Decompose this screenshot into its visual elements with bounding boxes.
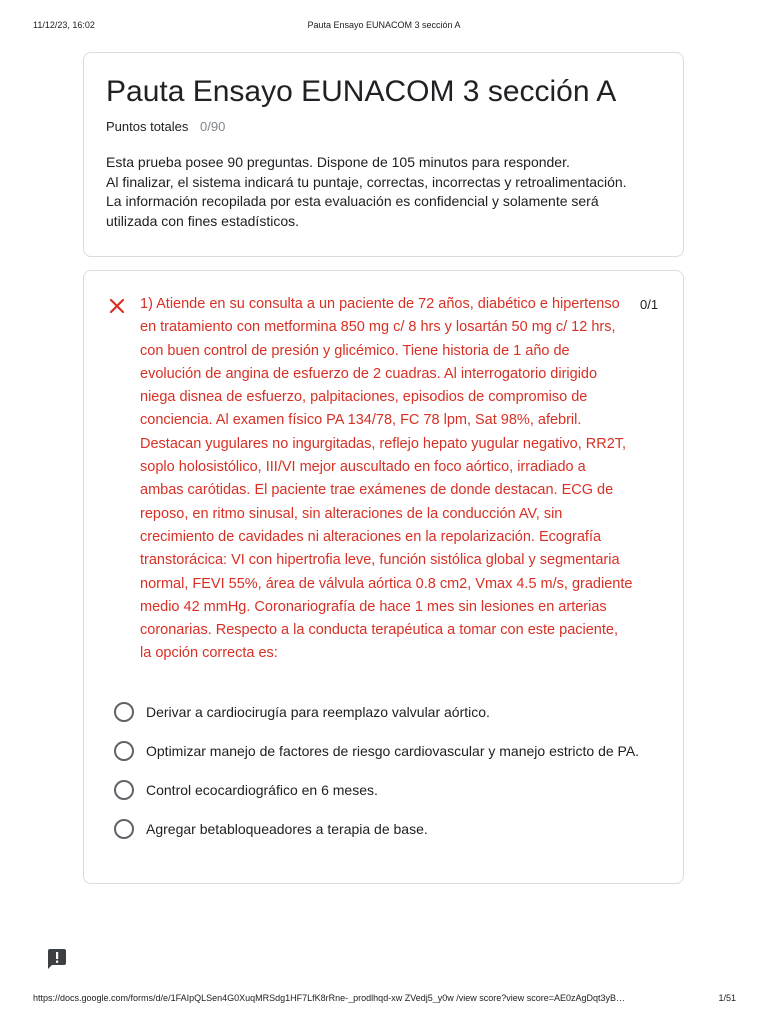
question-text-line: soplo holosistólico, III/VI mejor auscultado en foco aórtico, irradiado a bbox=[140, 459, 586, 476]
question-text-line: transtorácica: VI con hipertrofia leve, función sistólica global y segmentaria bbox=[140, 552, 620, 569]
print-datetime: 11/12/23, 16:02 bbox=[33, 20, 95, 30]
question-text-line: la opción correcta es: bbox=[140, 645, 278, 662]
description-line: La información recopilada por esta evaluación es confidencial y solamente será bbox=[106, 193, 599, 209]
print-document-title: Pauta Ensayo EUNACOM 3 sección A bbox=[307, 20, 461, 30]
form-description bbox=[106, 153, 666, 231]
answer-option[interactable] bbox=[114, 778, 378, 802]
description-line: Al finalizar, el sistema indicará tu puntaje, correctas, incorrectas y retroalimentación. bbox=[106, 173, 627, 190]
answer-option[interactable] bbox=[114, 817, 428, 841]
radio-button[interactable] bbox=[114, 819, 134, 839]
print-header bbox=[0, 20, 768, 32]
description-line: utilizada con fines estadísticos. bbox=[106, 212, 299, 229]
answer-option-label: Agregar betabloqueadores a terapia de base. bbox=[146, 821, 428, 837]
question-text-line: medio 42 mmHg. Coronariografía de hace 1 mes sin lesiones en arterias bbox=[140, 598, 607, 615]
close-icon bbox=[108, 297, 126, 315]
total-points-value: 0/90 bbox=[200, 119, 226, 134]
question-text-line: reposo, en ritmo sinusal, sin alteraciones de la conducción AV, sin bbox=[140, 505, 563, 522]
question-score: 0/1 bbox=[640, 297, 659, 312]
question-text-line: conciencia. Al examen físico PA 134/78, FC 78 lpm, Sat 98%, afebril. bbox=[140, 412, 582, 429]
print-url: https://docs.google.com/forms/d/e/1FAIpQLSen4G0XuqMRSdg1HF7LfK8rRne-_prodlhqd-xw ZVedj5_y0w /view score?view score=AE0zAgDqt3yB… bbox=[33, 993, 626, 1003]
answer-option-label: Derivar a cardiocirugía para reemplazo valvular aórtico. bbox=[146, 704, 490, 720]
report-feedback-icon[interactable] bbox=[46, 948, 68, 970]
question-text-line: en tratamiento con metformina 850 mg c/ 8 hrs y losartán 50 mg c/ 12 hrs, bbox=[140, 319, 616, 336]
total-points bbox=[106, 119, 225, 135]
answer-option-label: Optimizar manejo de factores de riesgo cardiovascular y manejo estricto de PA. bbox=[146, 743, 640, 759]
answer-option[interactable] bbox=[114, 700, 490, 724]
form-header-card bbox=[83, 52, 684, 257]
radio-button[interactable] bbox=[114, 741, 134, 761]
question-text bbox=[140, 293, 640, 666]
form-title: Pauta Ensayo EUNACOM 3 sección A bbox=[106, 75, 617, 108]
question-text-line: Destacan yugulares no ingurgitadas, reflejo hepato yugular negativo, RR2T, bbox=[140, 435, 627, 452]
answer-option[interactable] bbox=[114, 739, 639, 763]
question-text-line: evolución de angina de esfuerzo de 2 cuadras. Al interrogatorio dirigido bbox=[140, 365, 598, 382]
print-footer bbox=[0, 993, 768, 1005]
question-card bbox=[83, 270, 684, 884]
question-text-line: normal, FEVI 55%, área de válvula aórtica 0.8 cm2, Vmax 4.5 m/s, gradiente bbox=[140, 575, 633, 592]
question-text-line: con buen control de presión y glicémico. Tiene historia de 1 año de bbox=[140, 342, 570, 359]
description-line: Esta prueba posee 90 preguntas. Dispone de 105 minutos para responder. bbox=[106, 154, 570, 170]
answer-option-label: Control ecocardiográfico en 6 meses. bbox=[146, 782, 378, 798]
radio-button[interactable] bbox=[114, 780, 134, 800]
question-text-line: coronarias. Respecto a la conducta terapéutica a tomar con este paciente, bbox=[140, 622, 618, 639]
question-text-line: crecimiento de cavidades ni alteraciones en la repolarización. Ecografía bbox=[140, 528, 602, 545]
total-points-label: Puntos totales bbox=[106, 119, 189, 134]
question-text-line: ambas carótidas. El paciente trae exámenes de donde destacan. ECG de bbox=[140, 482, 614, 499]
question-text-line: niega disnea de esfuerzo, palpitaciones, episodios de compromiso de bbox=[140, 389, 588, 406]
question-text-line: 1) Atiende en su consulta a un paciente de 72 años, diabético e hipertenso bbox=[140, 296, 620, 312]
radio-button[interactable] bbox=[114, 702, 134, 722]
page-number: 1/51 bbox=[718, 993, 736, 1003]
